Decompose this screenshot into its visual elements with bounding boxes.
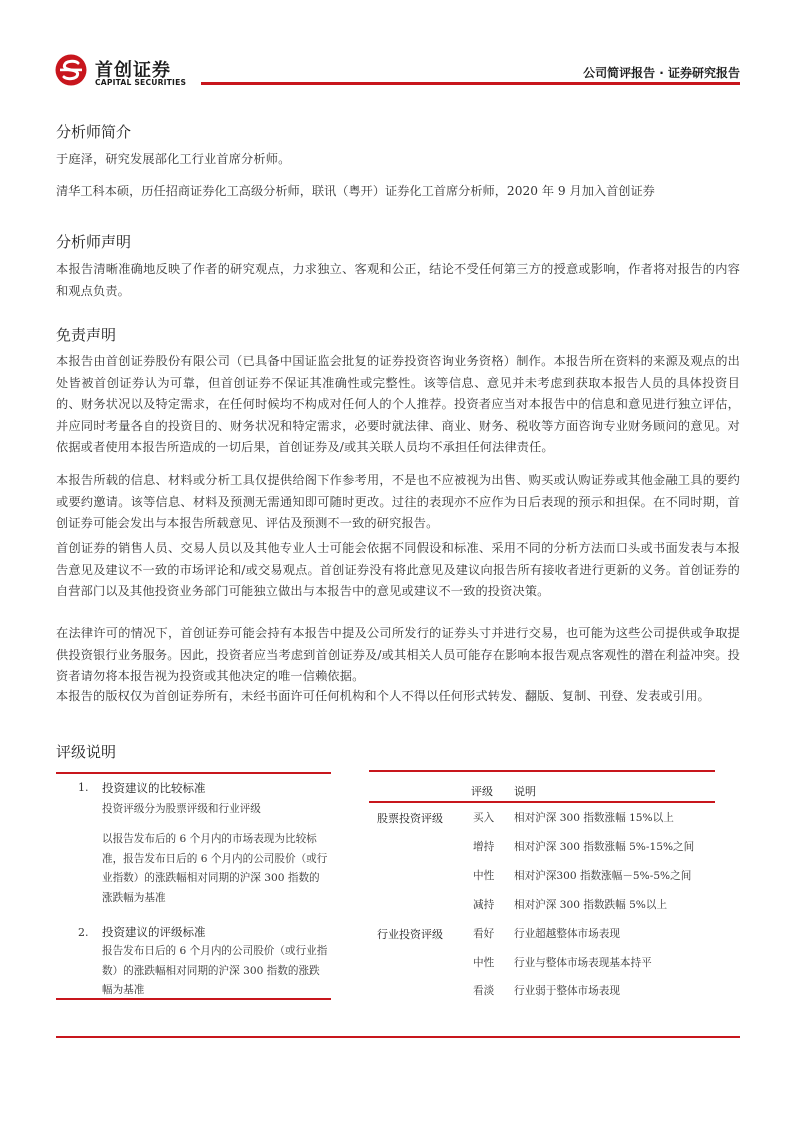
rating-criteria-box bbox=[56, 772, 331, 1000]
table-row-desc: 相对沪深300 指数涨幅－5%-5%之间 bbox=[514, 870, 692, 882]
table-header-rating: 评级 bbox=[471, 785, 493, 798]
criteria-top-rule bbox=[56, 772, 331, 774]
disclaimer-para-5: 本报告的版权仅为首创证券所有，未经书面许可任何机构和个人不得以任何形式转发、翻版、复制、刊登、发表或引用。 bbox=[56, 689, 710, 703]
footer-divider bbox=[56, 1036, 740, 1038]
criteria-text-1a: 投资评级分为股票评级和行业评级 bbox=[102, 803, 261, 815]
table-row-rating: 增持 bbox=[473, 841, 495, 853]
disclaimer-para-1: 本报告由首创证券股份有限公司（已具备中国证监会批复的证券投资咨询业务资格）制作。本报告所在资料的来源及观点的出处皆被首创证券认为可靠，但首创证券不保证其准确性或完整性。该等信息、意见并未考虑到获取本报告人员的具体投资目的、财务状况以及特定需求，在任何时候均不构成对任何人的个人推荐。投资者应当对本报告中的信息和意见进行独立评估，并应同时考量各自的投资目的、财务状况和特定需求，必要时就法律、商业、财务、税收等方面咨询专业财务顾问的意见。对依据或者使用本报告所造成的一切后果，首创证券及/或其关联人员均不承担任何法律责任。 bbox=[56, 354, 740, 454]
analyst-intro-para-1: 于庭泽，研究发展部化工行业首席分析师。 bbox=[56, 152, 291, 166]
report-type-title: 公司简评报告 · 证券研究报告 bbox=[583, 66, 740, 80]
analyst-statement-para: 本报告清晰准确地反映了作者的研究观点，力求独立、客观和公正，结论不受任何第三方的授意或影响，作者将对报告的内容和观点负责。 bbox=[56, 262, 740, 298]
analyst-intro-heading: 分析师简介 bbox=[56, 123, 132, 141]
table-row-rating: 买入 bbox=[473, 812, 495, 824]
rating-heading: 评级说明 bbox=[56, 743, 117, 761]
analyst-intro-para-2: 清华工科本硕，历任招商证券化工高级分析师，联讯（粤开）证券化工首席分析师，2020 年 9 月加入首创证券 bbox=[56, 184, 655, 198]
page-header bbox=[55, 52, 740, 92]
logo-english-name: CAPITAL SECURITIES bbox=[95, 78, 187, 87]
table-row-desc: 相对沪深 300 指数涨幅 15%以上 bbox=[514, 812, 674, 824]
capital-securities-logo-icon bbox=[55, 54, 87, 86]
criteria-text-1b: 以报告发布后的 6 个月内的市场表现为比较标准，报告发布日后的 6 个月内的公司股价（或行业指数）的涨跌幅相对同期的沪深 300 指数的涨跌幅为基准 bbox=[102, 833, 328, 904]
table-row-desc: 行业弱于整体市场表现 bbox=[514, 985, 620, 997]
table-row-rating: 中性 bbox=[473, 957, 495, 969]
table-row-desc: 行业超越整体市场表现 bbox=[514, 928, 620, 940]
table-header-rule bbox=[369, 801, 715, 803]
table-row-desc: 相对沪深 300 指数跌幅 5%以上 bbox=[514, 899, 668, 911]
table-row-rating: 减持 bbox=[473, 899, 495, 911]
table-row-rating: 看淡 bbox=[473, 985, 495, 997]
table-row-desc: 相对沪深 300 指数涨幅 5%-15%之间 bbox=[514, 841, 695, 853]
criteria-number-1: 1. bbox=[78, 781, 89, 794]
table-header-desc: 说明 bbox=[514, 785, 536, 798]
table-top-rule bbox=[369, 770, 715, 772]
disclaimer-para-4: 在法律许可的情况下，首创证券可能会持有本报告中提及公司所发行的证券头寸并进行交易，也可能为这些公司提供或争取提供投资银行业务服务。因此，投资者应当考虑到首创证券及/或其相关人员可能存在影响本报告观点客观性的潜在利益冲突。投资者请勿将本报告视为投资或其他决定的唯一信赖依据。 bbox=[56, 626, 740, 683]
rating-table bbox=[369, 770, 715, 1005]
disclaimer-heading: 免责声明 bbox=[56, 326, 117, 344]
criteria-title-2: 投资建议的评级标准 bbox=[102, 925, 206, 939]
industry-rating-group-label: 行业投资评级 bbox=[377, 928, 443, 941]
stock-rating-group-label: 股票投资评级 bbox=[377, 812, 443, 825]
criteria-bottom-rule bbox=[56, 998, 331, 1000]
analyst-statement-heading: 分析师声明 bbox=[56, 233, 132, 251]
table-row-rating: 中性 bbox=[473, 870, 495, 882]
logo-chinese-name: 首创证券 bbox=[95, 60, 171, 81]
disclaimer-para-2: 本报告所载的信息、材料或分析工具仅提供给阁下作参考用，不是也不应被视为出售、购买或认购证券或其他金融工具的要约或要约邀请。该等信息、材料及预测无需通知即可随时更改。过往的表现亦不应作为日后表现的预示和担保。在不同时期，首创证券可能会发出与本报告所载意见、评估及预测不一致的研究报告。 bbox=[56, 473, 740, 530]
table-row-desc: 行业与整体市场表现基本持平 bbox=[514, 957, 652, 969]
criteria-number-2: 2. bbox=[78, 926, 89, 939]
disclaimer-para-3: 首创证券的销售人员、交易人员以及其他专业人士可能会依据不同假设和标准、采用不同的分析方法而口头或书面发表与本报告意见及建议不一致的市场评论和/或交易观点。首创证券没有将此意见及建议向报告所有接收者进行更新的义务。首创证券的自营部门以及其他投资业务部门可能独立做出与本报告中的意见或建议不一致的投资决策。 bbox=[56, 541, 740, 598]
table-row-rating: 看好 bbox=[473, 928, 495, 940]
criteria-text-2: 报告发布日后的 6 个月内的公司股价（或行业指数）的涨跌幅相对同期的沪深 300 指数的涨跌幅为基准 bbox=[102, 945, 328, 996]
header-divider bbox=[201, 82, 740, 85]
criteria-title-1: 投资建议的比较标准 bbox=[102, 781, 206, 795]
